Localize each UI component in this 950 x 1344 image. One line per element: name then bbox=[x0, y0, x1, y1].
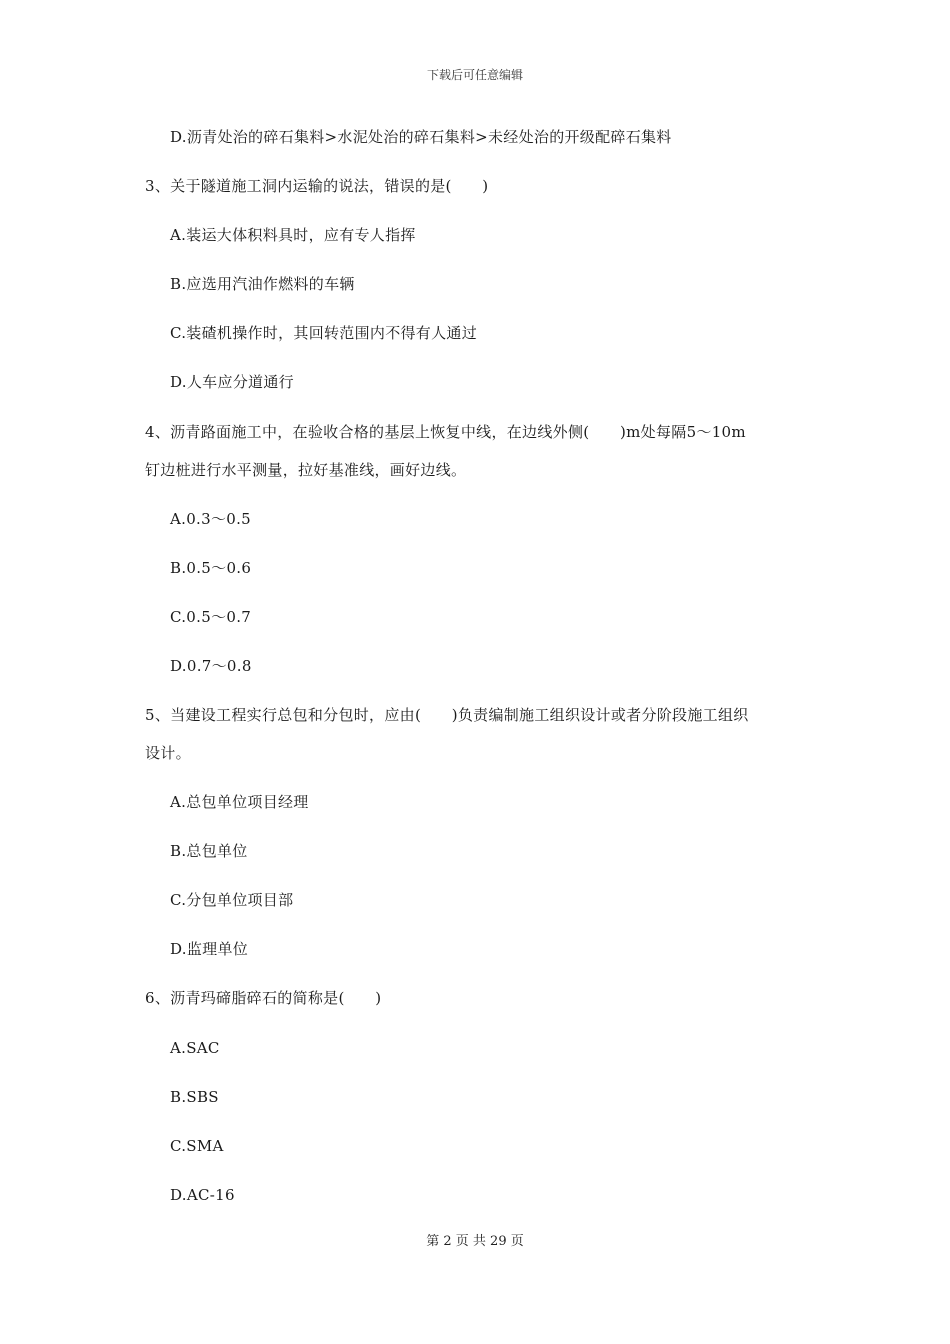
question-3-option-c: C.装碴机操作时，其回转范围内不得有人通过 bbox=[170, 324, 478, 342]
question-4-option-b: B.0.5～0.6 bbox=[170, 559, 252, 577]
header-note: 下载后可任意编辑 bbox=[426, 68, 523, 82]
question-6-option-c: C.SMA bbox=[170, 1137, 224, 1155]
question-5-stem-line-1: 5、当建设工程实行总包和分包时，应由( )负责编制施工组织设计或者分阶段施工组织 bbox=[145, 706, 749, 724]
question-3-option-a: A.装运大体积料具时，应有专人指挥 bbox=[170, 226, 416, 244]
question-4-option-a: A.0.3～0.5 bbox=[170, 510, 252, 528]
question-3-option-d: D.人车应分道通行 bbox=[170, 373, 294, 391]
question-6-option-d: D.AC-16 bbox=[170, 1186, 235, 1204]
question-4-option-d: D.0.7～0.8 bbox=[170, 657, 252, 675]
page-number-footer: 第 2 页 共 29 页 bbox=[426, 1234, 524, 1249]
question-6-stem: 6、沥青玛碲脂碎石的简称是( ) bbox=[145, 989, 382, 1007]
question-3-option-b: B.应选用汽油作燃料的车辆 bbox=[170, 275, 355, 293]
question-5-option-b: B.总包单位 bbox=[170, 842, 248, 860]
question-3-stem: 3、关于隧道施工洞内运输的说法，错误的是( ) bbox=[145, 177, 489, 195]
question-5-option-c: C.分包单位项目部 bbox=[170, 891, 294, 909]
question-4-stem-line-2: 钉边桩进行水平测量，拉好基准线，画好边线。 bbox=[145, 461, 467, 479]
carry-over-option-d: D.沥青处治的碎石集料>水泥处治的碎石集料>未经处治的开级配碎石集料 bbox=[170, 128, 672, 146]
question-4-stem-line-1: 4、沥青路面施工中，在验收合格的基层上恢复中线，在边线外侧( )m处每隔5～10m bbox=[145, 423, 746, 441]
question-4-option-c: C.0.5～0.7 bbox=[170, 608, 252, 626]
question-6-option-a: A.SAC bbox=[170, 1039, 220, 1057]
question-5-option-a: A.总包单位项目经理 bbox=[170, 793, 309, 811]
question-6-option-b: B.SBS bbox=[170, 1088, 219, 1106]
question-5-stem-line-2: 设计。 bbox=[145, 744, 191, 762]
question-5-option-d: D.监理单位 bbox=[170, 940, 249, 958]
